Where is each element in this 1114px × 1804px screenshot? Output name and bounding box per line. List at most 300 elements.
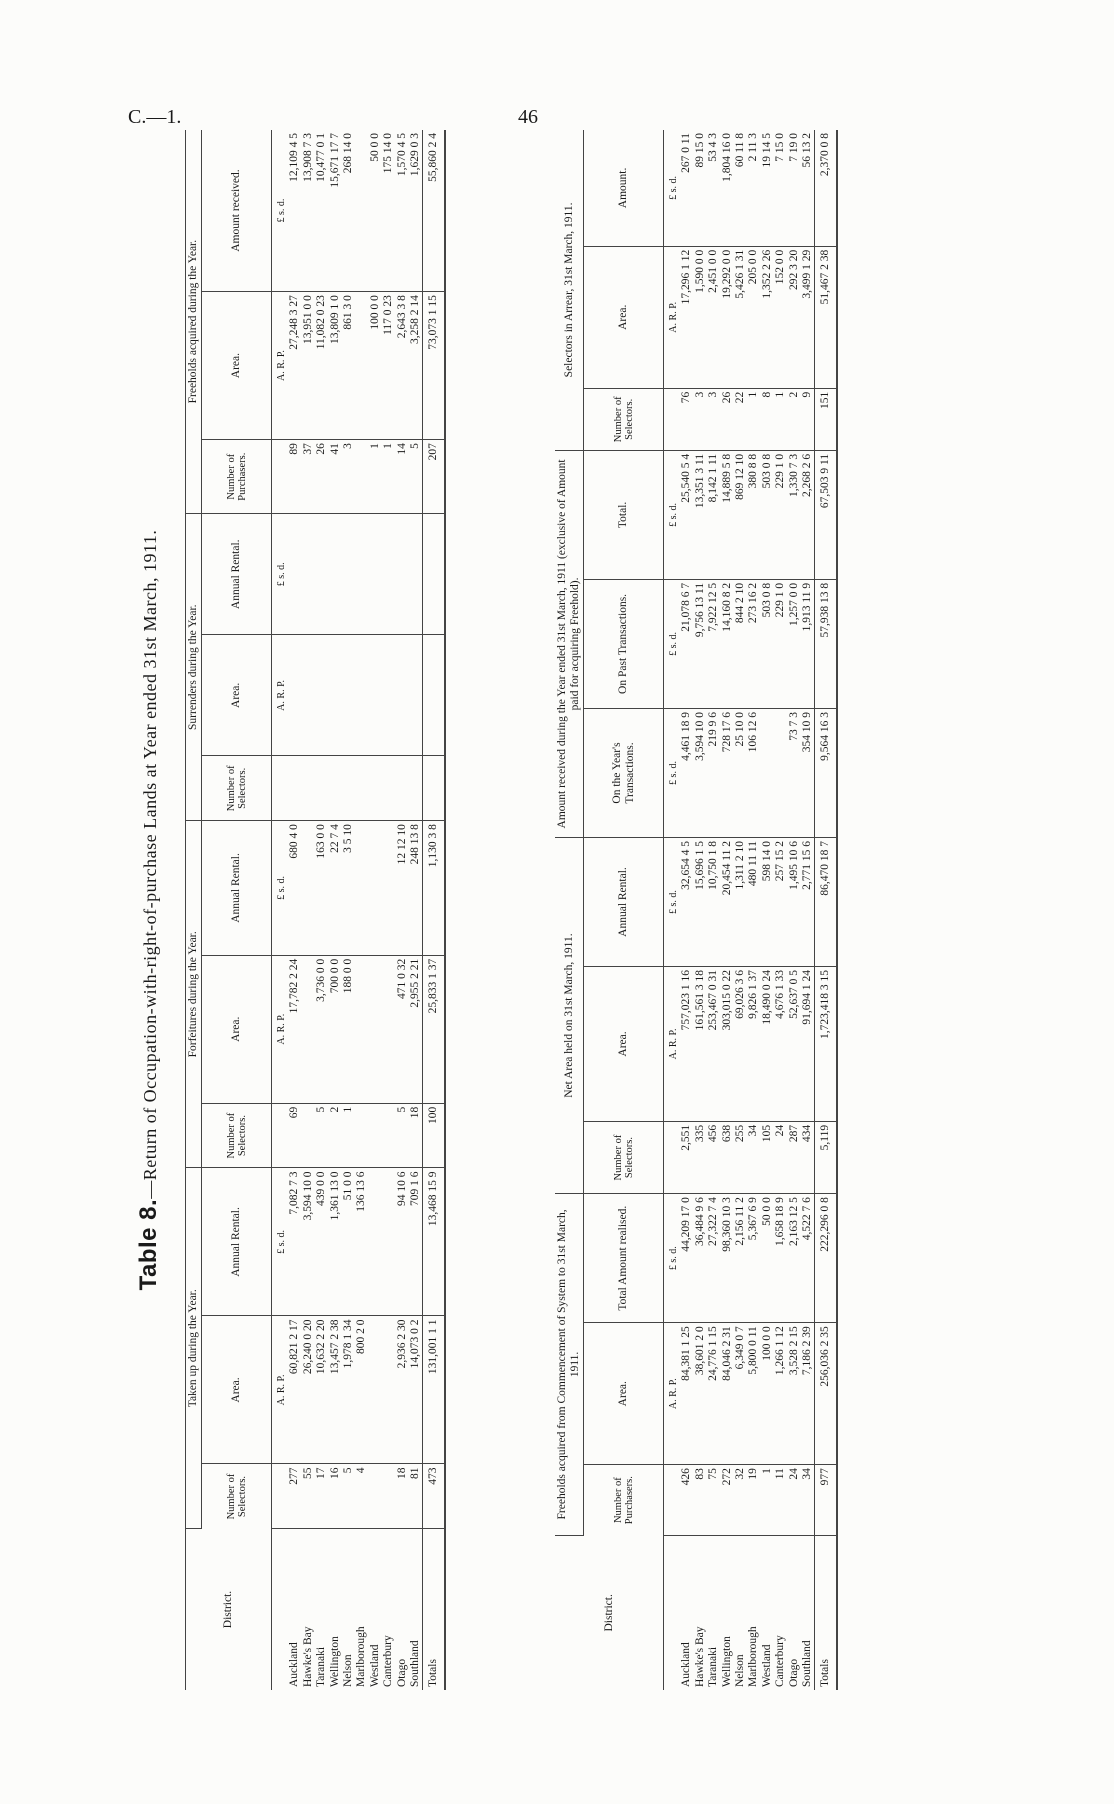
table-cell: 1 — [774, 388, 787, 450]
table-cell — [396, 514, 409, 635]
table-row — [774, 130, 787, 1690]
table-cell: 1,311 2 10 — [734, 838, 747, 967]
table-cell: 84,046 2 31 — [721, 1323, 734, 1465]
table-cell — [355, 440, 368, 514]
district-name: Marlborough — [355, 1626, 368, 1687]
table-cell: 69 — [288, 1103, 301, 1168]
table-cell — [355, 756, 368, 821]
table-cell: 303,015 0 22 — [721, 967, 734, 1122]
table-cell — [355, 955, 368, 1103]
table-cell: 1 — [747, 388, 760, 450]
table-cell: 3 — [342, 440, 355, 514]
units-row — [664, 130, 681, 1690]
totals-label: Totals — [423, 1529, 445, 1690]
col-area: Area. — [202, 955, 272, 1103]
table-cell: 257 15 2 — [774, 838, 787, 967]
table-cell: 1 — [382, 440, 395, 514]
table-cell: 434 — [801, 1121, 815, 1193]
units-money: £ s. d. — [664, 1194, 681, 1323]
col-amount: Amount. — [584, 130, 664, 246]
table-cell: 9,826 1 37 — [747, 967, 760, 1122]
table-cell: 152 0 0 — [774, 246, 787, 388]
table-cell: 13,809 1 0 — [329, 292, 342, 440]
table-cell: 20,454 11 2 — [721, 838, 734, 967]
units-money: £ s. d. — [664, 130, 681, 246]
table-cell: 503 0 8 — [761, 450, 774, 579]
table-cell: 3,736 0 0 — [315, 955, 328, 1103]
table-cell: 267 0 11 — [680, 130, 693, 246]
table-cell: 248 13 8 — [409, 821, 423, 956]
table-cell — [382, 635, 395, 756]
table-cell: 354 10 9 — [801, 708, 815, 837]
table-cell: 5 — [315, 1103, 328, 1168]
table-cell — [396, 756, 409, 821]
district-name: Westland — [760, 1644, 773, 1687]
table-cell — [355, 821, 368, 956]
table-cell: 105 — [761, 1121, 774, 1193]
table-cell: 869 12 10 — [734, 450, 747, 579]
col-total-realised: Total Amount realised. — [584, 1194, 664, 1323]
table-row — [355, 130, 368, 1690]
table-cell — [369, 955, 382, 1103]
table-cell: 175 14 0 — [382, 130, 395, 292]
table-cell — [423, 514, 445, 635]
table-cell: 100 — [423, 1103, 445, 1168]
units-money: £ s. d. — [272, 514, 289, 635]
table-cell: 94 10 6 — [396, 1168, 409, 1316]
col-annual-rental: Annual Rental. — [202, 1168, 272, 1316]
district-name: Westland — [368, 1644, 381, 1687]
table-cell: 51 0 0 — [342, 1168, 355, 1316]
table-title — [135, 130, 163, 1690]
table-cell: 13,908 7 3 — [302, 130, 315, 292]
table-cell: 56 13 2 — [801, 130, 815, 246]
district-name: Canterbury — [774, 1635, 787, 1687]
district-name: Taranaki — [707, 1646, 720, 1687]
district-name: Nelson — [342, 1654, 355, 1687]
table-cell: 10,477 0 1 — [315, 130, 328, 292]
table-cell: 17,296 1 12 — [680, 246, 693, 388]
table-row — [801, 130, 815, 1690]
table-cell: 2,370 0 8 — [815, 130, 837, 246]
table-cell: 1,978 1 34 — [342, 1316, 355, 1464]
table-row — [680, 130, 693, 1690]
table-cell: 24,776 1 15 — [707, 1323, 720, 1465]
table-cell — [315, 756, 328, 821]
table-cell: 22 — [734, 388, 747, 450]
table-cell: 480 11 11 — [747, 838, 760, 967]
table-cell: 1,266 1 12 — [774, 1323, 787, 1465]
table-cell: 91,694 1 24 — [801, 967, 815, 1122]
table-cell: 13,351 3 11 — [694, 450, 707, 579]
group-taken-up: Taken up during the Year. — [186, 1168, 202, 1529]
table-cell: 18 — [409, 1103, 423, 1168]
table-cell — [409, 756, 423, 821]
table-row — [382, 130, 395, 1690]
table-upper-totals — [423, 130, 445, 1690]
table-cell: 1,361 13 0 — [329, 1168, 342, 1316]
table-cell: 2,551 — [680, 1121, 693, 1193]
table-cell: 861 3 0 — [342, 292, 355, 440]
table-cell: 17 — [315, 1464, 328, 1529]
col-num-purchasers: Number of Purchasers. — [584, 1465, 664, 1535]
table-cell — [369, 635, 382, 756]
totals-row — [815, 130, 837, 1690]
table-cell: 2,156 11 2 — [734, 1194, 747, 1323]
table-cell: 728 17 6 — [721, 708, 734, 837]
table-cell: 57,938 13 8 — [815, 579, 837, 708]
table-cell: 34 — [747, 1121, 760, 1193]
table-cell: 34 — [801, 1465, 815, 1535]
table-cell: 12,109 4 5 — [288, 130, 301, 292]
table-cell: 5,367 6 9 — [747, 1194, 760, 1323]
table-cell: 287 — [788, 1121, 801, 1193]
table-cell: 89 15 0 — [694, 130, 707, 246]
table-cell — [302, 955, 315, 1103]
group-net-area: Net Area held on 31st March, 1911. — [555, 838, 584, 1194]
district-name: Marlborough — [747, 1626, 760, 1687]
table-cell: 27,322 7 4 — [707, 1194, 720, 1323]
table-cell: 503 0 8 — [761, 579, 774, 708]
totals-row — [423, 130, 445, 1690]
table-cell — [355, 1103, 368, 1168]
table-cell: 229 1 0 — [774, 450, 787, 579]
table-cell: 273 16 2 — [747, 579, 760, 708]
table-cell — [369, 821, 382, 956]
table-cell — [302, 635, 315, 756]
table-cell — [369, 1464, 382, 1529]
district-name: Wellington — [720, 1636, 733, 1687]
table-cell: 292 3 20 — [788, 246, 801, 388]
table-cell — [382, 1168, 395, 1316]
table-cell: 2,771 15 6 — [801, 838, 815, 967]
table-cell — [329, 514, 342, 635]
table-cell: 25,540 5 4 — [680, 450, 693, 579]
table-cell — [355, 130, 368, 292]
table-cell: 8 — [761, 388, 774, 450]
table-cell — [382, 514, 395, 635]
table-cell: 219 9 6 — [707, 708, 720, 837]
col-num-purchasers: Number of Purchasers. — [202, 440, 272, 514]
district-name: Otago — [787, 1658, 800, 1687]
units-area: A. R. P. — [272, 1316, 289, 1464]
table-cell: 10,750 1 8 — [707, 838, 720, 967]
table-cell: 3,528 2 15 — [788, 1323, 801, 1465]
units-money: £ s. d. — [272, 821, 289, 956]
table-cell: 32,654 4 5 — [680, 838, 693, 967]
table-cell: 86,470 18 7 — [815, 838, 837, 967]
table-cell: 1,658 18 9 — [774, 1194, 787, 1323]
table-cell: 277 — [288, 1464, 301, 1529]
table-cell: 11,082 0 23 — [315, 292, 328, 440]
table-cell — [774, 708, 787, 837]
units-money: £ s. d. — [664, 838, 681, 967]
table-row — [788, 130, 801, 1690]
table-cell: 21,078 6 7 — [680, 579, 693, 708]
table-cell: 51,467 2 38 — [815, 246, 837, 388]
table-cell: 5 — [342, 1464, 355, 1529]
table-lower-totals — [815, 130, 837, 1690]
table-row — [342, 130, 355, 1690]
table-cell: 4,522 7 6 — [801, 1194, 815, 1323]
district-header: District. — [555, 1535, 664, 1690]
table-row — [734, 130, 747, 1690]
table-cell: 11 — [774, 1465, 787, 1535]
table-row — [721, 130, 734, 1690]
table-cell: 335 — [694, 1121, 707, 1193]
table-cell: 3,594 10 0 — [694, 708, 707, 837]
table-cell — [382, 756, 395, 821]
table-cell: 7 19 0 — [788, 130, 801, 246]
table-cell: 19,292 0 0 — [721, 246, 734, 388]
group-forfeitures: Forfeitures during the Year. — [186, 821, 202, 1168]
table-cell: 60 11 8 — [734, 130, 747, 246]
table-cell: 13,457 2 38 — [329, 1316, 342, 1464]
table-cell: 2,451 0 0 — [707, 246, 720, 388]
table-cell: 136 13 6 — [355, 1168, 368, 1316]
table-cell: 426 — [680, 1465, 693, 1535]
table-cell: 3 — [694, 388, 707, 450]
table-cell: 844 2 10 — [734, 579, 747, 708]
group-freeholds: Freeholds acquired during the Year. — [186, 130, 202, 514]
units-money: £ s. d. — [664, 579, 681, 708]
units-money: £ s. d. — [664, 708, 681, 837]
table-cell: 55 — [302, 1464, 315, 1529]
table-cell: 9,564 16 3 — [815, 708, 837, 837]
table-cell: 1,913 11 9 — [801, 579, 815, 708]
table-cell: 709 1 6 — [409, 1168, 423, 1316]
table-cell: 25,833 1 37 — [423, 955, 445, 1103]
units-row — [272, 130, 289, 1690]
totals-label: Totals — [815, 1535, 837, 1690]
col-annual-rental: Annual Rental. — [202, 821, 272, 956]
table-cell: 2 11 3 — [747, 130, 760, 246]
col-years-transactions: On the Year's Transactions. — [584, 708, 664, 837]
table-cell: 50 0 0 — [761, 1194, 774, 1323]
col-area: Area. — [584, 1323, 664, 1465]
table-cell: 8,142 1 11 — [707, 450, 720, 579]
table-cell: 229 1 0 — [774, 579, 787, 708]
table-cell: 255 — [734, 1121, 747, 1193]
table-cell: 471 0 32 — [396, 955, 409, 1103]
table-cell: 36,484 9 6 — [694, 1194, 707, 1323]
table-cell — [342, 756, 355, 821]
table-cell: 14 — [396, 440, 409, 514]
col-annual-rental: Annual Rental. — [584, 838, 664, 967]
table-cell: 7,186 2 39 — [801, 1323, 815, 1465]
table-cell — [315, 514, 328, 635]
district-name: Southland — [409, 1640, 422, 1687]
table-cell: 2,268 2 6 — [801, 450, 815, 579]
table-cell: 73,073 1 15 — [423, 292, 445, 440]
table-cell: 638 — [721, 1121, 734, 1193]
table-row — [694, 130, 707, 1690]
table-cell: 207 — [423, 440, 445, 514]
district-header: District. — [186, 1529, 272, 1690]
table-cell: 84,381 1 25 — [680, 1323, 693, 1465]
table-row — [315, 130, 328, 1690]
table-cell: 700 0 0 — [329, 955, 342, 1103]
table-cell: 100 0 0 — [369, 292, 382, 440]
units-area: A. R. P. — [664, 246, 681, 388]
table-cell: 81 — [409, 1464, 423, 1529]
table-cell — [355, 514, 368, 635]
table-cell: 977 — [815, 1465, 837, 1535]
table-row — [302, 130, 315, 1690]
table-cell: 456 — [707, 1121, 720, 1193]
table-cell: 2 — [788, 388, 801, 450]
group-surrenders: Surrenders during the Year. — [186, 514, 202, 821]
table-cell: 76 — [680, 388, 693, 450]
table-row — [747, 130, 760, 1690]
table-cell — [382, 955, 395, 1103]
table-cell: 4 — [355, 1464, 368, 1529]
table-cell — [302, 756, 315, 821]
col-num-selectors: Number of Selectors. — [202, 1103, 272, 1168]
table-cell: 253,467 0 31 — [707, 967, 720, 1122]
table-cell — [382, 1316, 395, 1464]
table-cell — [382, 821, 395, 956]
table-cell: 89 — [288, 440, 301, 514]
table-cell: 439 0 0 — [315, 1168, 328, 1316]
table-cell — [423, 635, 445, 756]
table-cell: 16 — [329, 1464, 342, 1529]
table-cell: 2,936 2 30 — [396, 1316, 409, 1464]
table-cell — [369, 514, 382, 635]
table-cell: 37 — [302, 440, 315, 514]
table-cell: 67,503 9 11 — [815, 450, 837, 579]
table-cell: 1,723,418 3 15 — [815, 967, 837, 1122]
table-cell: 5,426 1 31 — [734, 246, 747, 388]
table-cell: 14,889 5 8 — [721, 450, 734, 579]
table-cell: 256,036 2 35 — [815, 1323, 837, 1465]
table-cell: 1,330 7 3 — [788, 450, 801, 579]
table-cell: 1 — [761, 1465, 774, 1535]
table-label: Table 8. — [135, 1198, 162, 1291]
table-cell: 41 — [329, 440, 342, 514]
district-name: Wellington — [328, 1636, 341, 1687]
units-area: A. R. P. — [664, 1323, 681, 1465]
table-cell: 3,499 1 29 — [801, 246, 815, 388]
table-cell: 24 — [774, 1121, 787, 1193]
table-cell: 12 12 10 — [396, 821, 409, 956]
table-cell — [329, 635, 342, 756]
table-cell — [302, 514, 315, 635]
col-area: Area. — [584, 967, 664, 1122]
table-cell: 2 — [329, 1103, 342, 1168]
table-cell — [382, 1464, 395, 1529]
table-cell: 1,804 16 0 — [721, 130, 734, 246]
table-cell: 272 — [721, 1465, 734, 1535]
district-name: Hawke's Bay — [301, 1626, 314, 1687]
table-cell: 98,360 10 3 — [721, 1194, 734, 1323]
table-cell: 4,676 1 33 — [774, 967, 787, 1122]
table-cell: 14,160 8 2 — [721, 579, 734, 708]
table-cell — [342, 514, 355, 635]
table-cell: 55,860 2 4 — [423, 130, 445, 292]
group-amount-received: Amount received during the Year ended 31st March, 1911 (exclusive of Amount paid for acquiring Freehold). — [555, 450, 584, 837]
table-cell: 17,782 2 24 — [288, 955, 301, 1103]
table-cell: 6,349 0 7 — [734, 1323, 747, 1465]
table-cell: 1,629 0 3 — [409, 130, 423, 292]
table-cell: 18,490 0 24 — [761, 967, 774, 1122]
table-cell: 1,352 2 26 — [761, 246, 774, 388]
table-cell: 5,800 0 11 — [747, 1323, 760, 1465]
table-cell: 73 7 3 — [788, 708, 801, 837]
table-cell: 161,561 3 18 — [694, 967, 707, 1122]
district-name: Canterbury — [382, 1635, 395, 1687]
district-name: Taranaki — [315, 1646, 328, 1687]
district-name: Auckland — [680, 1642, 693, 1687]
col-annual-rental: Annual Rental. — [202, 514, 272, 635]
table-row — [288, 130, 301, 1690]
table-cell — [396, 635, 409, 756]
table-cell: 1,130 3 8 — [423, 821, 445, 956]
table-cell: 4,461 18 9 — [680, 708, 693, 837]
table-cell: 5 — [396, 1103, 409, 1168]
table-cell: 13,951 0 0 — [302, 292, 315, 440]
col-area: Area. — [202, 635, 272, 756]
units-area: A. R. P. — [272, 955, 289, 1103]
table-cell: 1 — [342, 1103, 355, 1168]
group-arrear: Selectors in Arrear, 31st March, 1911. — [555, 130, 584, 450]
units-area: A. R. P. — [272, 292, 289, 440]
table-cell: 26,240 0 20 — [302, 1316, 315, 1464]
table-cell: 2,955 2 21 — [409, 955, 423, 1103]
table-cell: 1,590 0 0 — [694, 246, 707, 388]
table-cell — [369, 1316, 382, 1464]
table-cell: 19 — [747, 1465, 760, 1535]
table-cell: 3 5 10 — [342, 821, 355, 956]
table-cell: 205 0 0 — [747, 246, 760, 388]
table-row — [707, 130, 720, 1690]
col-num-selectors: Number of Selectors. — [202, 756, 272, 821]
page-ref: C.—1. — [128, 106, 182, 128]
col-area: Area. — [584, 246, 664, 388]
table-cell: 5 — [409, 440, 423, 514]
table-cell — [342, 635, 355, 756]
table-cell — [288, 514, 301, 635]
page-number: 46 — [518, 106, 538, 128]
table-cell — [315, 635, 328, 756]
table-cell — [369, 756, 382, 821]
table-cell: 38,601 2 0 — [694, 1323, 707, 1465]
district-name: Hawke's Bay — [693, 1626, 706, 1687]
table-cell: 1,570 4 5 — [396, 130, 409, 292]
table-cell: 26 — [315, 440, 328, 514]
table-row — [329, 130, 342, 1690]
units-money: £ s. d. — [272, 130, 289, 292]
table-row — [396, 130, 409, 1690]
col-area: Area. — [202, 1316, 272, 1464]
table-cell: 7 15 0 — [774, 130, 787, 246]
table-cell — [382, 1103, 395, 1168]
table-cell: 151 — [815, 388, 837, 450]
table-cell: 27,248 3 27 — [288, 292, 301, 440]
table-cell: 53 4 3 — [707, 130, 720, 246]
table-cell: 19 14 5 — [761, 130, 774, 246]
col-num-selectors: Number of Selectors. — [584, 388, 664, 450]
table-cell: 380 8 8 — [747, 450, 760, 579]
table-cell: 52,637 0 5 — [788, 967, 801, 1122]
table-cell: 32 — [734, 1465, 747, 1535]
table-cell: 22 7 4 — [329, 821, 342, 956]
table-cell — [369, 1168, 382, 1316]
table-row — [369, 130, 382, 1690]
table-upper — [185, 130, 446, 1690]
table-cell: 15,671 17 7 — [329, 130, 342, 292]
table-cell — [409, 514, 423, 635]
